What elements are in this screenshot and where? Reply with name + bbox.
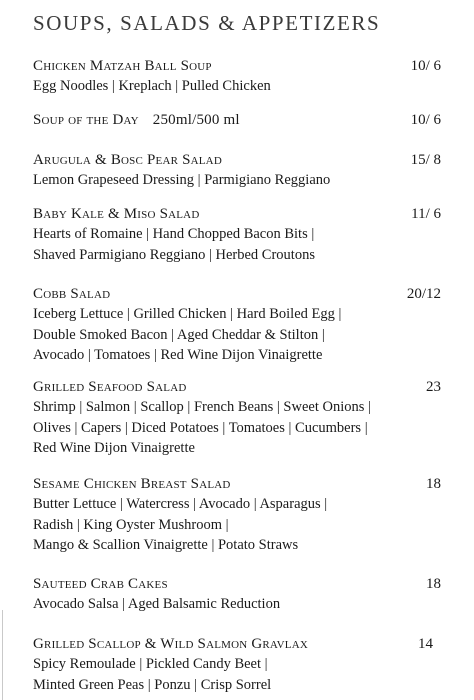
menu-item-name: Cobb Salad <box>33 286 111 302</box>
menu-item <box>33 634 443 695</box>
menu-item-description: Butter Lettuce | Watercress | Avocado | Asparagus | <box>33 496 328 512</box>
menu-item-name: Grilled Seafood Salad <box>33 379 187 395</box>
menu-item <box>33 150 443 191</box>
menu-item-name: Chicken Matzah Ball Soup <box>33 58 212 74</box>
menu-item-price: 10/ 6 <box>410 112 441 128</box>
menu-item-size: 250ml/500 ml <box>152 112 240 128</box>
menu-item-description: Egg Noodles | Kreplach | Pulled Chicken <box>33 78 271 94</box>
menu-item-description: Iceberg Lettuce | Grilled Chicken | Hard Boiled Egg | <box>33 306 342 322</box>
menu-item-price: 14 <box>418 636 433 652</box>
menu-item-name: Soup of the Day <box>33 112 139 128</box>
menu-item-description: Mango & Scallion Vinaigrette | Potato Straws <box>33 537 299 553</box>
menu-item-header <box>33 574 443 594</box>
menu-item-price: 20/12 <box>406 286 441 302</box>
menu-item-description: Lemon Grapeseed Dressing | Parmigiano Reggiano <box>33 172 331 188</box>
section-title: SOUPS, SALADS & APPETIZERS <box>33 11 381 35</box>
menu-item <box>33 377 443 459</box>
menu-item-description: Avocado | Tomatoes | Red Wine Dijon Vinaigrette <box>33 347 323 363</box>
menu-item-name: Arugula & Bosc Pear Salad <box>33 152 222 168</box>
menu-item-description: Avocado Salsa | Aged Balsamic Reduction <box>33 596 281 612</box>
menu-item-description: Double Smoked Bacon | Aged Cheddar & Stilton | <box>33 326 325 343</box>
menu-item-name: Sesame Chicken Breast Salad <box>33 476 231 492</box>
menu-item-description: Minted Green Peas | Ponzu | Crisp Sorrel <box>33 676 272 693</box>
menu-item-description: Red Wine Dijon Vinaigrette <box>33 440 195 456</box>
menu-item <box>33 204 443 265</box>
menu-item-header <box>33 377 443 397</box>
menu-item-name: Grilled Scallop & Wild Salmon Gravlax <box>33 636 309 652</box>
menu-item-header <box>33 150 443 170</box>
menu-item <box>33 574 443 615</box>
menu-item-name: Baby Kale & Miso Salad <box>33 206 200 222</box>
menu-item <box>33 110 443 130</box>
menu-item-header <box>33 634 443 654</box>
menu-item-header <box>33 56 443 76</box>
menu-item-price: 11/ 6 <box>411 206 441 222</box>
menu-item-header <box>33 204 443 224</box>
menu-item <box>33 284 443 366</box>
menu-item-price: 10/ 6 <box>410 58 441 74</box>
menu-item-description: Hearts of Romaine | Hand Chopped Bacon Bits | <box>33 226 315 242</box>
menu-item-description: Olives | Capers | Diced Potatoes | Tomatoes | Cucumbers | <box>33 419 368 436</box>
menu-item-price: 18 <box>426 476 441 492</box>
menu-item-header <box>33 284 443 304</box>
menu-item-price: 23 <box>426 379 441 395</box>
menu-item-description: Shaved Parmigiano Reggiano | Herbed Croutons <box>33 246 315 263</box>
menu-item-description: Radish | King Oyster Mushroom | <box>33 516 229 533</box>
menu-item-header <box>33 474 443 494</box>
menu-item-description: Shrimp | Salmon | Scallop | French Beans | Sweet Onions | <box>33 399 371 415</box>
menu-item-price: 15/ 8 <box>410 152 441 168</box>
menu-item-header <box>33 110 443 130</box>
left-divider-line <box>2 610 3 700</box>
menu-item-price: 18 <box>426 576 441 592</box>
menu-item-description: Spicy Remoulade | Pickled Candy Beet | <box>33 656 268 672</box>
menu-item <box>33 474 443 556</box>
menu-item-name: Sauteed Crab Cakes <box>33 576 168 592</box>
menu-item <box>33 56 443 97</box>
